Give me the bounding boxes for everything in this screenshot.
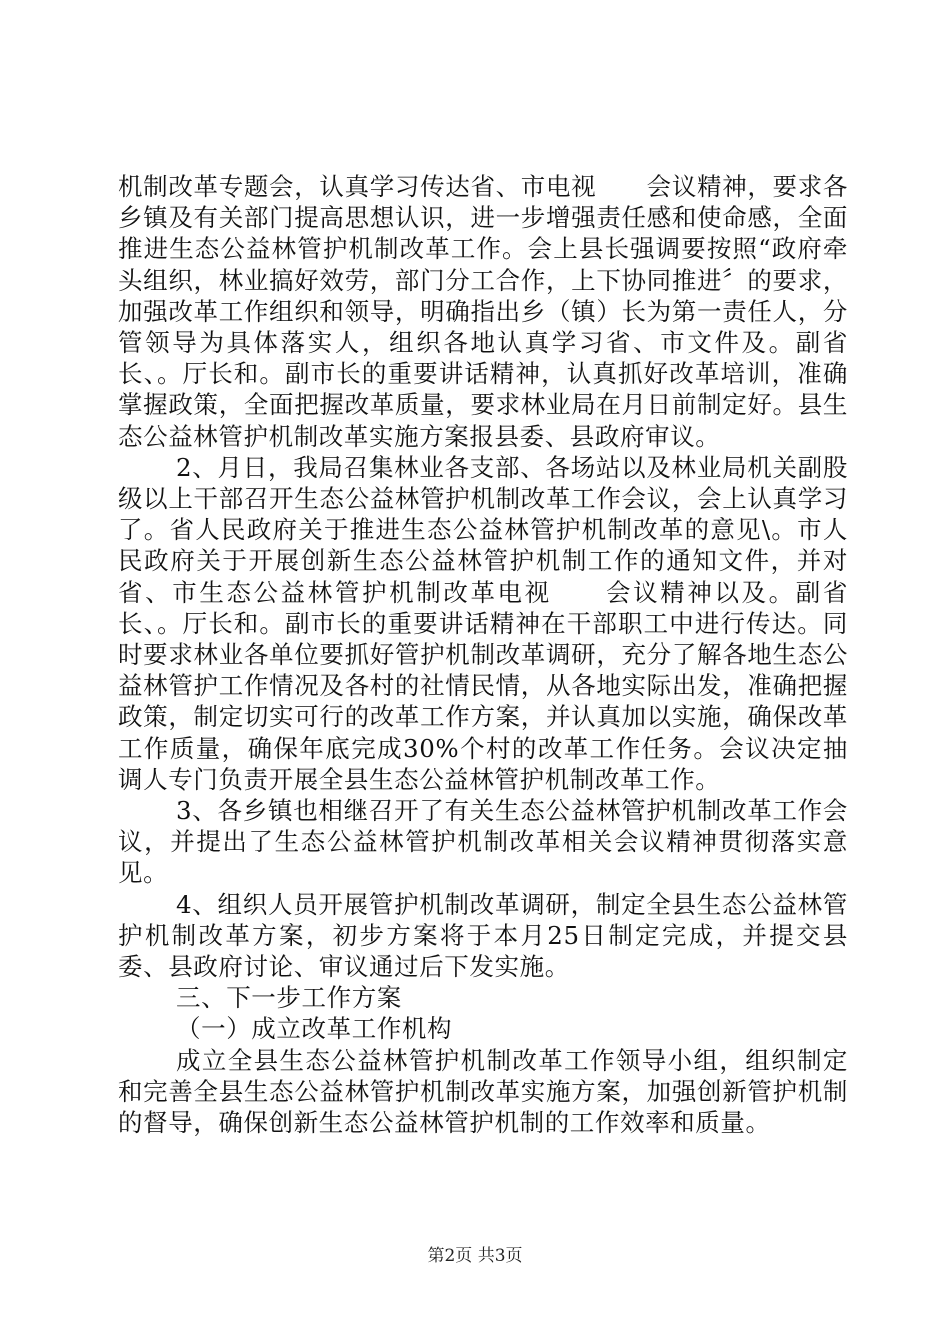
subsection-heading: （一）成立改革工作机构 (176, 1014, 453, 1044)
document-body (118, 171, 848, 1138)
section-heading: 三、下一步工作方案 (176, 983, 402, 1013)
paragraph-item-3: 3、各乡镇也相继召开了有关生态公益林管护机制改革工作会议，并提出了生态公益林管护机制改革相关会议精神贯彻落实意见。 (118, 796, 848, 888)
paragraph-body: 成立全县生态公益林管护机制改革工作领导小组，组织制定和完善全县生态公益林管护机制改革实施方案，加强创新管护机制的督导，确保创新生态公益林管护机制的工作效率和质量。 (118, 1045, 848, 1138)
paragraph-continuation: 机制改革专题会，认真学习传达省、市电视 会议精神，要求各乡镇及有关部门提高思想认识，进一步增强责任感和使命感，全面推进生态公益林管护机制改革工作。会上县长强调要按照“政府牵头组织，林业搞好效劳，部门分工合作，上下协同推进〞的要求，加强改革工作组织和领导，明确指出乡（镇）长为第一责任人，分管领导为具体落实人，组织各地认真学习省、市文件及。副省长、。厅长和。副市长的重要讲话精神，认真抓好改革培训，准确掌握政策，全面把握改革质量，要求林业局在月日前制定好。县生态公益林管护机制改革实施方案报县委、县政府审议。 (118, 172, 848, 451)
paragraph-item-4: 4、组织人员开展管护机制改革调研，制定全县生态公益林管护机制改革方案，初步方案将于本月25日制定完成，并提交县委、县政府讨论、审议通过后下发实施。 (118, 889, 848, 982)
paragraph-item-2: 2、月日，我局召集林业各支部、各场站以及林业局机关副股级以上干部召开生态公益林管护机制改革工作会议，会上认真学习了。省人民政府关于推进生态公益林管护机制改革的意见\。市人民政府关于开展创新生态公益林管护机制工作的通知文件，并对省、市生态公益林管护机制改革电视 会议精神以及。副省长、。厅长和。副市长的重要讲话精神在干部职工中进行传达。同时要求林业各单位要抓好管护机制改革调研，充分了解各地生态公益林管护工作情况及各村的社情民情，从各地实际出发，准确把握政策，制定切实可行的改革工作方案，并认真加以实施，确保改革工作质量，确保年底完成30%个村的改革工作任务。会议决定抽调人专门负责开展全县生态公益林管护机制改革工作。 (118, 452, 848, 794)
page-number-footer: 第2页 共3页 (427, 1246, 523, 1266)
